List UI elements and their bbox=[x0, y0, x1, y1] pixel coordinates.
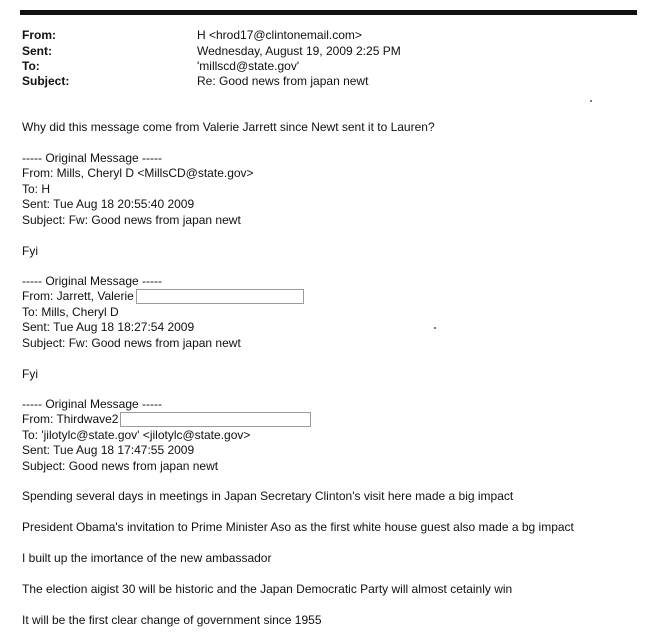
msg1-subject: Subject: Fw: Good news from japan newt bbox=[22, 213, 241, 227]
msg3-marker: ----- Original Message ----- bbox=[22, 397, 163, 411]
sent-value: Wednesday, August 19, 2009 2:25 PM bbox=[197, 44, 401, 58]
body-paragraph: President Obama's invitation to Prime Minister Aso as the first white house guest also made a bg impact bbox=[22, 520, 574, 534]
sent-label: Sent: bbox=[22, 44, 52, 58]
msg2-to: To: Mills, Cheryl D bbox=[22, 305, 119, 319]
body-paragraph: Spending several days in meetings in Japan Secretary Clinton's visit here made a big impact bbox=[22, 489, 514, 503]
redaction-box bbox=[136, 289, 304, 304]
scan-speck bbox=[590, 100, 592, 102]
reply-text: Why did this message come from Valerie Jarrett since Newt sent it to Lauren? bbox=[22, 120, 435, 134]
from-value: H <hrod17@clintonemail.com> bbox=[197, 28, 362, 42]
subject-value: Re: Good news from japan newt bbox=[197, 74, 369, 88]
msg2-note: Fyi bbox=[22, 367, 38, 381]
redaction-box bbox=[120, 412, 311, 427]
msg1-sent: Sent: Tue Aug 18 20:55:40 2009 bbox=[22, 197, 195, 211]
msg2-sent: Sent: Tue Aug 18 18:27:54 2009 bbox=[22, 320, 195, 334]
to-label: To: bbox=[22, 59, 40, 73]
to-value: 'millscd@state.gov' bbox=[197, 59, 300, 73]
msg3-from: From: Thirdwave2 bbox=[22, 412, 119, 426]
msg3-to: To: 'jilotylc@state.gov' <jilotylc@state.gov> bbox=[22, 428, 251, 442]
msg3-subject: Subject: Good news from japan newt bbox=[22, 459, 219, 473]
msg1-note: Fyi bbox=[22, 244, 38, 258]
body-paragraph: The election aigist 30 will be historic and the Japan Democratic Party will almost cetainly win bbox=[22, 582, 513, 596]
body-paragraph: I built up the imortance of the new ambassador bbox=[22, 551, 272, 565]
msg3-from-line bbox=[22, 412, 311, 427]
msg1-from: From: Mills, Cheryl D <MillsCD@state.gov> bbox=[22, 166, 254, 180]
body-paragraph: It will be the first clear change of government since 1955 bbox=[22, 613, 322, 627]
msg2-from-line bbox=[22, 289, 304, 304]
subject-label: Subject: bbox=[22, 74, 70, 88]
msg2-from: From: Jarrett, Valerie bbox=[22, 289, 134, 303]
msg2-marker: ----- Original Message ----- bbox=[22, 274, 163, 288]
msg3-sent: Sent: Tue Aug 18 17:47:55 2009 bbox=[22, 443, 195, 457]
from-label: From: bbox=[22, 28, 56, 42]
msg1-to: To: H bbox=[22, 182, 51, 196]
msg2-subject: Subject: Fw: Good news from japan newt bbox=[22, 336, 241, 350]
msg1-marker: ----- Original Message ----- bbox=[22, 151, 163, 165]
scan-speck bbox=[434, 327, 436, 329]
top-rule bbox=[20, 10, 637, 15]
